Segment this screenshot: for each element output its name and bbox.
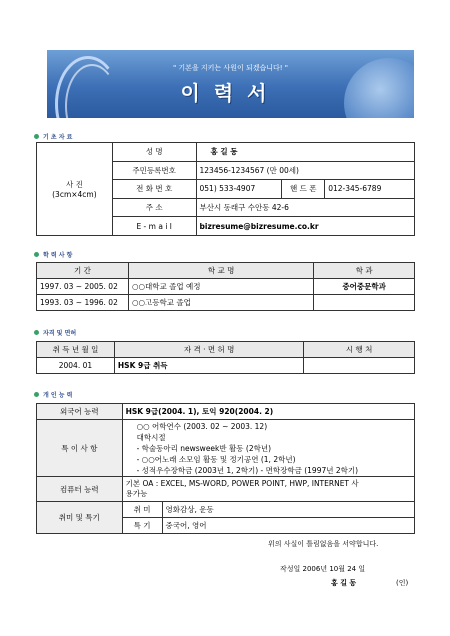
table-row: 1997. 03 ~ 2005. 02 ○○대학교 졸업 예정 중어중문학과 (37, 279, 415, 295)
table-row: 2004. 01 HSK 9급 취득 (37, 358, 415, 374)
email-label: E - m a i l (112, 217, 196, 236)
mobile-value: 012-345-6789 (325, 180, 415, 199)
col-header: 학 과 (314, 263, 415, 279)
phone-label: 전 화 번 호 (112, 180, 196, 199)
signer-name: 홍 길 동 (331, 579, 357, 587)
skills-table (36, 403, 415, 534)
section-title-basic: 기 초 자 료 (34, 132, 72, 141)
col-header: 취 득 년 월 일 (37, 342, 115, 358)
id-label: 주민등록번호 (112, 161, 196, 180)
mobile-label: 핸 드 폰 (282, 180, 325, 199)
page-title: 이력서 (180, 81, 281, 105)
slogan: " 기본을 지키는 사원이 되겠습니다! " (172, 64, 289, 72)
header-banner (47, 50, 414, 118)
table-row: 1993. 03 ~ 1996. 02 ○○고등학교 졸업 (37, 295, 415, 311)
language-label: 외국어 능력 (37, 404, 123, 420)
section-title-license: 자격 및 면허 (34, 328, 76, 337)
date-line: 작성일 2006년 10월 24 일 (280, 565, 366, 573)
col-header: 학 교 명 (128, 263, 313, 279)
col-header: 기 간 (37, 263, 129, 279)
hobby-value: 영화감상, 운동 (162, 502, 414, 518)
section-title-skills: 개 인 능 력 (34, 390, 72, 399)
col-header: 자 격 · 면 허 명 (114, 342, 303, 358)
email-value: bizresume@bizresume.co.kr (196, 217, 414, 236)
section-title-education: 학 력 사 항 (34, 250, 72, 259)
address-value: 부산시 동래구 수안동 42-6 (196, 198, 414, 217)
photo-box: 사 진 (3cm×4cm) (37, 143, 113, 236)
name-label: 성 명 (112, 143, 196, 162)
talent-sublabel: 특 기 (122, 518, 162, 534)
special-label: 특 이 사 항 (37, 420, 123, 477)
phone-value: 051) 533-4907 (196, 180, 282, 199)
computer-label: 컴퓨터 능력 (37, 477, 123, 502)
address-label: 주 소 (112, 198, 196, 217)
bullet-icon (34, 134, 39, 139)
talent-value: 중국어, 영어 (162, 518, 414, 534)
hobby-sublabel: 취 미 (122, 502, 162, 518)
bullet-icon (34, 392, 39, 397)
id-value: 123456-1234567 (만 00세) (196, 161, 414, 180)
hobby-label: 취미 및 특기 (37, 502, 123, 534)
basic-info-table (36, 142, 415, 236)
education-table (36, 262, 415, 311)
computer-value: 기본 OA : EXCEL, MS-WORD, POWER POINT, HWP, INTERNET 사 용가능 (122, 477, 414, 502)
name-value: 홍 길 동 (196, 143, 414, 162)
bullet-icon (34, 330, 39, 335)
seal-mark: (인) (396, 579, 409, 587)
license-table (36, 341, 415, 374)
special-notes: ○○ 어학연수 (2003. 02 ~ 2003. 12) 대학시절 - 학술동아리 newsweek반 활동 (2학년) - ○○어노래 소모임 활동 및 정기공연 (1, 2학년) - 성적우수장학금 (2003년 1, 2학기) - 면학장학금 (1997년 2학기) (122, 420, 414, 477)
bullet-icon (34, 252, 39, 257)
statement: 위의 사실이 틀림없음을 서약합니다. (268, 540, 379, 548)
language-value: HSK 9급(2004. 1), 토익 920(2004. 2) (122, 404, 414, 420)
col-header: 시 행 처 (304, 342, 415, 358)
